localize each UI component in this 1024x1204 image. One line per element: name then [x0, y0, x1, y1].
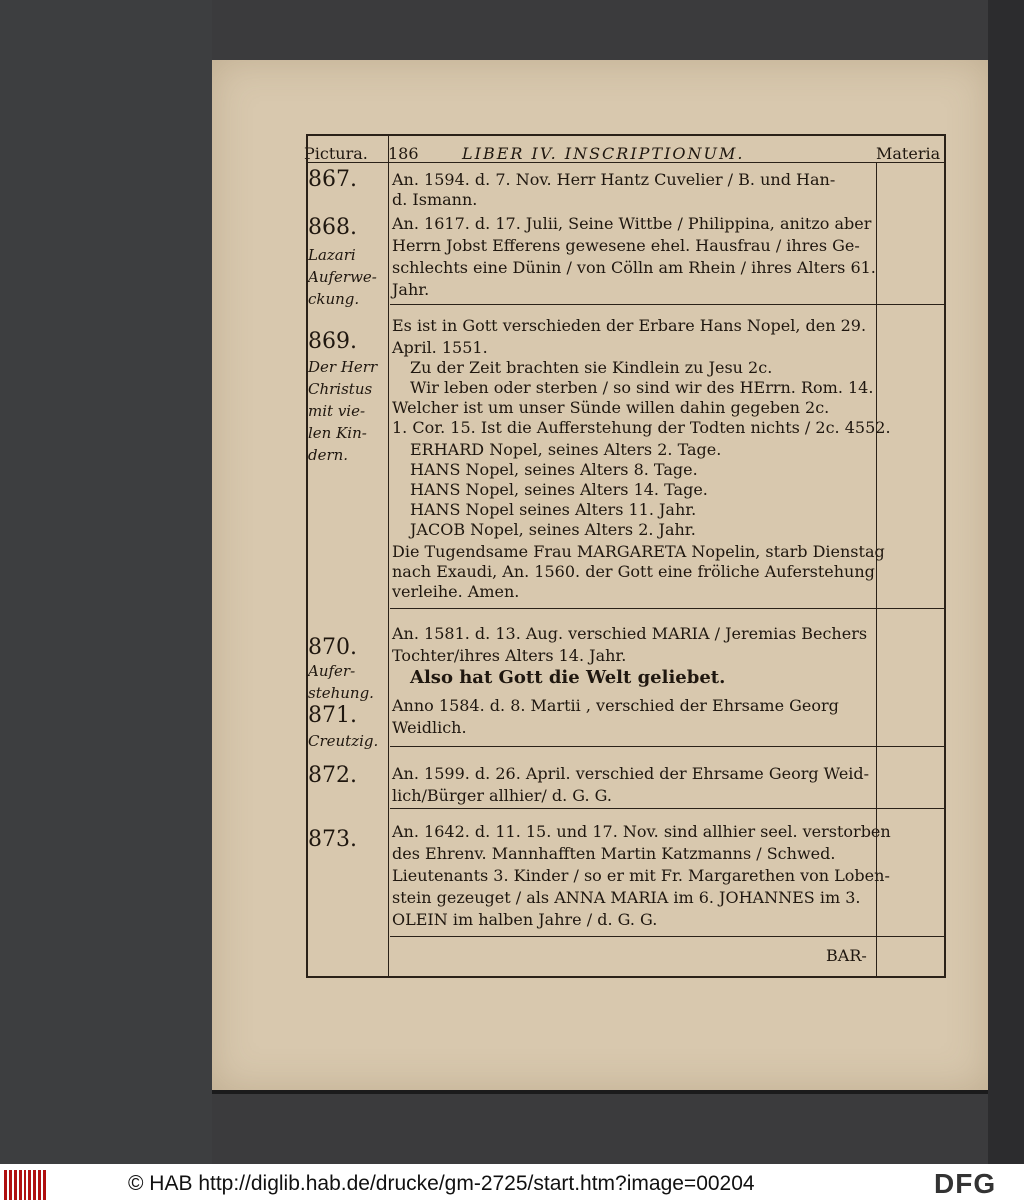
entry-side-label: Auferwe-	[308, 268, 377, 286]
entry-line: Die Tugendsame Frau MARGARETA Nopelin, starb Dienstag	[392, 542, 885, 561]
entry-line: HANS Nopel, seines Alters 8. Tage.	[410, 460, 698, 479]
row-rule	[390, 936, 944, 937]
entry-line: April. 1551.	[392, 338, 488, 357]
entry-line: nach Exaudi, An. 1560. der Gott eine fröliche Auferstehung	[392, 562, 875, 581]
entry-side-label: dern.	[308, 446, 349, 464]
entry-number: 869.	[308, 329, 357, 354]
entry-line: stein gezeuget / als ANNA MARIA im 6. JOHANNES im 3.	[392, 888, 861, 907]
entry-line: Weidlich.	[392, 718, 467, 737]
header-right-label: Materia	[876, 144, 941, 163]
column-divider	[388, 136, 389, 976]
entry-line: Herrn Jobst Efferens gewesene ehel. Hausfrau / ihres Ge-	[392, 236, 860, 255]
entry-side-label: Aufer-	[308, 662, 356, 680]
entry-side-label: ckung.	[308, 290, 360, 308]
entry-line: JACOB Nopel, seines Alters 2. Jahr.	[410, 520, 696, 539]
page-number: 186	[388, 144, 419, 163]
entry-line: ERHARD Nopel, seines Alters 2. Tage.	[410, 440, 722, 459]
row-rule	[390, 746, 944, 747]
viewer-footer	[0, 1164, 1024, 1204]
entry-line: Zu der Zeit brachten sie Kindlein zu Jesu 2c.	[410, 358, 773, 377]
dark-background-left	[0, 0, 212, 1164]
entry-number: 870.	[308, 635, 357, 660]
entry-line: lich/Bürger allhier/ d. G. G.	[392, 786, 612, 805]
entry-line: HANS Nopel, seines Alters 14. Tage.	[410, 480, 708, 499]
dfg-logo: DFG	[934, 1168, 997, 1199]
entry-line: An. 1617. d. 17. Julii, Seine Wittbe / Philippina, anitzo aber	[392, 214, 872, 233]
entry-line: Jahr.	[392, 280, 430, 299]
entry-side-label: Lazari	[308, 246, 356, 264]
entry-number: 873.	[308, 827, 357, 852]
column-divider	[876, 162, 877, 976]
entry-side-label: len Kin-	[308, 424, 367, 442]
entry-side-label: Creutzig.	[308, 732, 379, 750]
entry-line: verleihe. Amen.	[392, 582, 520, 601]
entry-line: HANS Nopel seines Alters 11. Jahr.	[410, 500, 697, 519]
entry-number: 871.	[308, 703, 357, 728]
entry-line: Wir leben oder sterben / so sind wir des HErrn. Rom. 14.	[410, 378, 874, 397]
entry-line: Welcher ist um unser Sünde willen dahin gegeben 2c.	[392, 398, 830, 417]
entry-line: schlechts eine Dünin / von Cölln am Rhein / ihres Alters 61.	[392, 258, 876, 277]
entry-line: An. 1599. d. 26. April. verschied der Ehrsame Georg Weid-	[392, 764, 870, 783]
entry-line: Anno 1584. d. 8. Martii , verschied der Ehrsame Georg	[392, 696, 839, 715]
entry-line: An. 1642. d. 11. 15. und 17. Nov. sind allhier seel. verstorben	[392, 822, 891, 841]
dark-background-right	[988, 0, 1024, 1164]
entry-line: OLEIN im halben Jahre / d. G. G.	[392, 910, 658, 929]
entry-side-label: stehung.	[308, 684, 374, 702]
entry-number: 868.	[308, 215, 357, 240]
row-rule	[390, 808, 944, 809]
entry-line: Lieutenants 3. Kinder / so er mit Fr. Margarethen von Loben-	[392, 866, 890, 885]
catchword: BAR-	[826, 946, 867, 965]
page-edge-shadow	[212, 1090, 988, 1094]
entry-side-label: Der Herr	[308, 358, 378, 376]
entry-side-label: Christus	[308, 380, 373, 398]
row-rule	[390, 304, 944, 305]
entry-line: Tochter/ihres Alters 14. Jahr.	[392, 646, 627, 665]
copyright-link[interactable]: © HAB http://diglib.hab.de/drucke/gm-2725/start.htm?image=00204	[128, 1172, 755, 1195]
entry-number: 872.	[308, 763, 357, 788]
entry-side-label: mit vie-	[308, 402, 366, 420]
entry-number: 867.	[308, 167, 357, 192]
entry-line: Es ist in Gott verschieden der Erbare Hans Nopel, den 29.	[392, 316, 867, 335]
entry-line: d. Ismann.	[392, 190, 478, 209]
entry-line: des Ehrenv. Mannhafften Martin Katzmanns / Schwed.	[392, 844, 836, 863]
entry-line: An. 1594. d. 7. Nov. Herr Hantz Cuvelier / B. und Han-	[392, 170, 836, 189]
entry-scripture-line: Also hat Gott die Welt geliebet.	[410, 667, 726, 688]
header-left-label: Pictura.	[304, 144, 368, 163]
row-rule	[390, 608, 944, 609]
running-title: LIBER IV. INSCRIPTIONUM.	[462, 144, 745, 163]
entry-line: 1. Cor. 15. Ist die Aufferstehung der Todten nichts / 2c. 4552.	[392, 418, 891, 437]
entry-line: An. 1581. d. 13. Aug. verschied MARIA / Jeremias Bechers	[392, 624, 868, 643]
barcode-icon	[4, 1170, 46, 1200]
book-page	[212, 60, 988, 1090]
header-rule	[308, 162, 944, 163]
